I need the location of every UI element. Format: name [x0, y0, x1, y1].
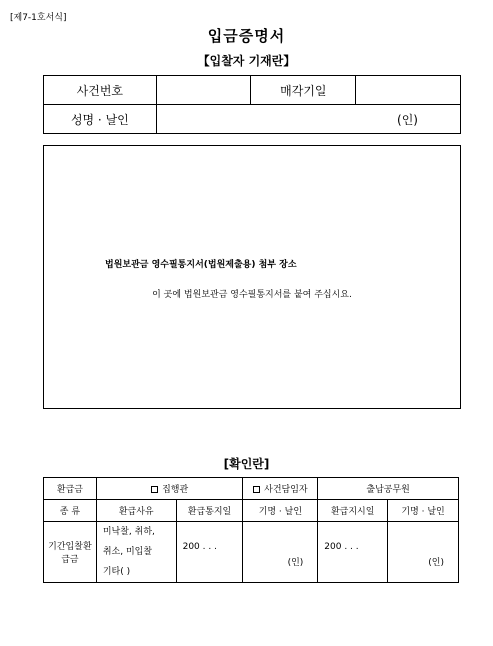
refund-order-date-cell[interactable]: 200 . . .: [318, 522, 388, 583]
refund-reason-cell[interactable]: [96, 522, 176, 583]
name-seal-field[interactable]: [156, 105, 460, 134]
header-refund-notice-date: 환급통지일: [176, 500, 243, 522]
refund-notice-date-cell[interactable]: 200 . . .: [176, 522, 243, 583]
cashier-header: 출납공무원: [318, 478, 459, 500]
case-number-label: 사건번호: [44, 76, 157, 105]
confirm-table: [43, 477, 459, 583]
row-label: [44, 522, 97, 583]
reason-line-1: 미낙찰, 취하,: [102, 527, 155, 537]
reason-line-3: 기타( ): [102, 567, 131, 577]
row-label-line-1: 기간입찰환: [48, 542, 92, 552]
name-seal-label: 성명 · 날인: [44, 105, 157, 134]
confirm-row-headers: [44, 500, 459, 522]
confirm-section-title: [확인란]: [223, 457, 270, 471]
sale-date-label: 매각기일: [251, 76, 356, 105]
row-label-line-2: 급금: [61, 555, 79, 565]
option-case-officer[interactable]: [243, 478, 318, 500]
confirm-row-type: [44, 478, 459, 500]
reason-line-2: 취소, 미입찰: [102, 547, 153, 557]
header-sign-seal-2: 기명 · 날인: [388, 500, 459, 522]
case-row: [44, 76, 461, 105]
refund-type-label-1: 환급금: [44, 478, 97, 500]
attachment-note: 이 곳에 법원보관금 영수필통지서를 붙여 주십시요.: [152, 290, 352, 300]
sign-seal-cell-1[interactable]: (인): [243, 522, 318, 583]
bidder-section-title: 【입찰자 기재란】: [197, 54, 296, 68]
sign-seal-cell-2[interactable]: (인): [388, 522, 459, 583]
header-refund-reason: 환급사유: [96, 500, 176, 522]
option-executor-label: 집행관: [162, 485, 189, 495]
header-sign-seal-1: 기명 · 날인: [243, 500, 318, 522]
bidder-info-table: [43, 75, 461, 134]
seal-mark: (인): [397, 112, 418, 127]
refund-type-label-2: 종 류: [44, 500, 97, 522]
document-title: 입금증명서: [207, 27, 286, 45]
sale-date-field[interactable]: [356, 76, 461, 105]
form-number: [제7-1호서식]: [10, 13, 67, 23]
case-number-field[interactable]: [156, 76, 251, 105]
name-row: [44, 105, 461, 134]
receipt-attachment-area: [43, 145, 461, 409]
checkbox-case-officer[interactable]: [253, 486, 260, 493]
option-case-officer-label: 사건담임자: [264, 485, 308, 495]
header-refund-order-date: 환급지시일: [318, 500, 388, 522]
confirm-row-data: [44, 522, 459, 583]
option-executor[interactable]: [96, 478, 243, 500]
checkbox-executor[interactable]: [151, 486, 158, 493]
attachment-heading: 법원보관금 영수필통지서(법원제출용) 첨부 장소: [105, 260, 297, 270]
